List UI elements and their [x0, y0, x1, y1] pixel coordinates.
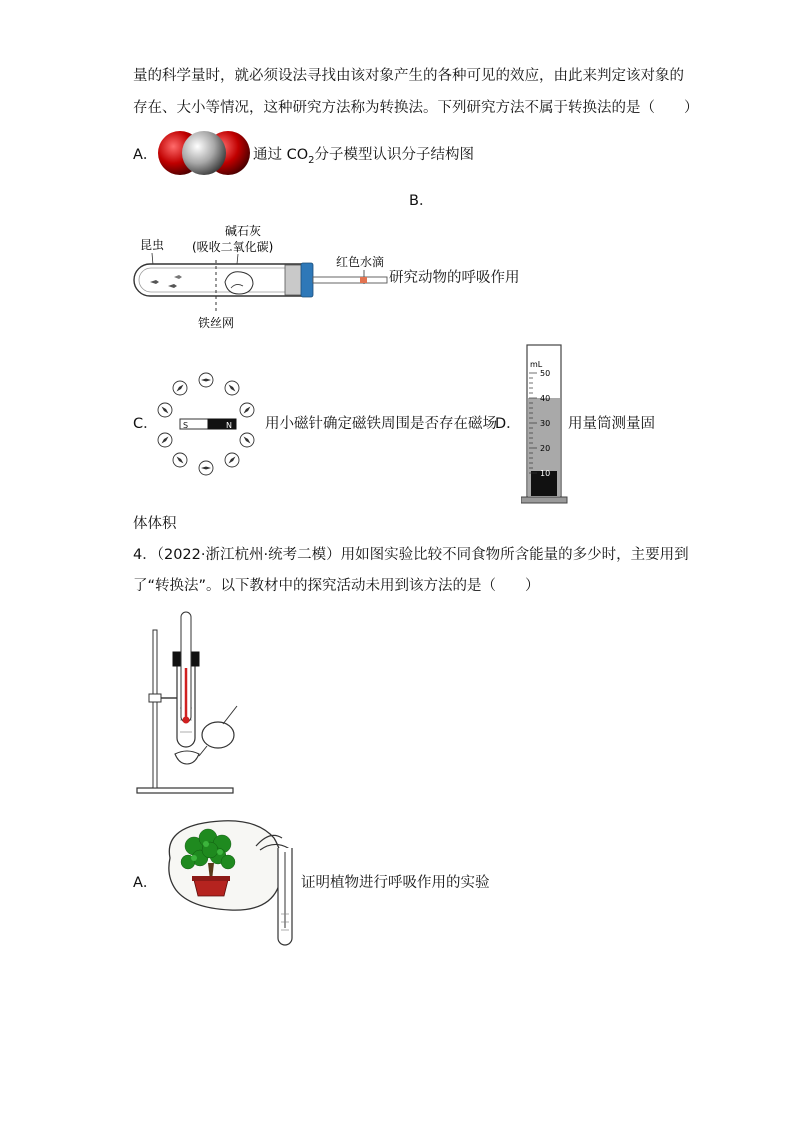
tick-10: 10 [540, 469, 551, 478]
q4-text-line2: 了“转换法”。以下教材中的探究活动未用到该方法的是（ ） [133, 578, 540, 594]
q4-option-a-text: 证明植物进行呼吸作用的实验 [301, 875, 490, 891]
q3-option-a-text: 通过 $CO_2$分子模型认识分子结构图 [253, 147, 475, 166]
measuring-cylinder-diagram [521, 343, 569, 505]
q3-text-line2: 存在、大小等情况，这种研究方法称为转换法。下列研究方法不属于转换法的是（ ） [133, 100, 699, 116]
label-soda-lime-note: (吸收二氧化碳) [192, 240, 274, 254]
cylinder-unit-label: mL [530, 360, 543, 369]
q3-option-a-letter: A． [133, 147, 158, 163]
q4-text-line1: 4．（2022·浙江杭州·统考二模）用如图实验比较不同食物所含能量的多少时，主要用到 [133, 547, 689, 563]
q3-option-d-letter: D． [495, 416, 521, 432]
tick-40: 40 [540, 394, 551, 403]
q3-option-d-text-cont: 体体积 [133, 516, 177, 532]
tick-30: 30 [540, 419, 551, 428]
respiration-apparatus-diagram [130, 222, 390, 332]
magnet-s-pole: S [183, 421, 189, 430]
q3-option-b-text: 研究动物的呼吸作用 [389, 270, 520, 286]
tick-20: 20 [540, 444, 551, 453]
co2-molecule-model [157, 128, 251, 178]
magnet-n-pole: N [226, 421, 232, 430]
q3-option-c-text: 用小磁针确定磁铁周围是否存在磁场 [265, 416, 497, 432]
label-soda-lime: 碱石灰 [225, 224, 262, 238]
q3-text-line1: 量的科学量时，就必须设法寻找由该对象产生的各种可见的效应，由此来判定该对象的 [133, 68, 684, 84]
label-red-drop: 红色水滴 [336, 255, 385, 269]
label-wire-mesh: 铁丝网 [198, 316, 235, 330]
q3-option-b-letter: B． [409, 193, 434, 209]
tick-50: 50 [540, 369, 551, 378]
food-energy-apparatus [135, 610, 245, 798]
plant-respiration-diagram [160, 818, 310, 948]
q4-option-a-letter: A． [133, 875, 158, 891]
q3-option-d-text: 用量筒测量固 [568, 416, 655, 432]
label-insect: 昆虫 [140, 238, 165, 252]
magnet-compass-diagram [150, 368, 262, 480]
q3-option-c-letter: C． [133, 416, 158, 432]
